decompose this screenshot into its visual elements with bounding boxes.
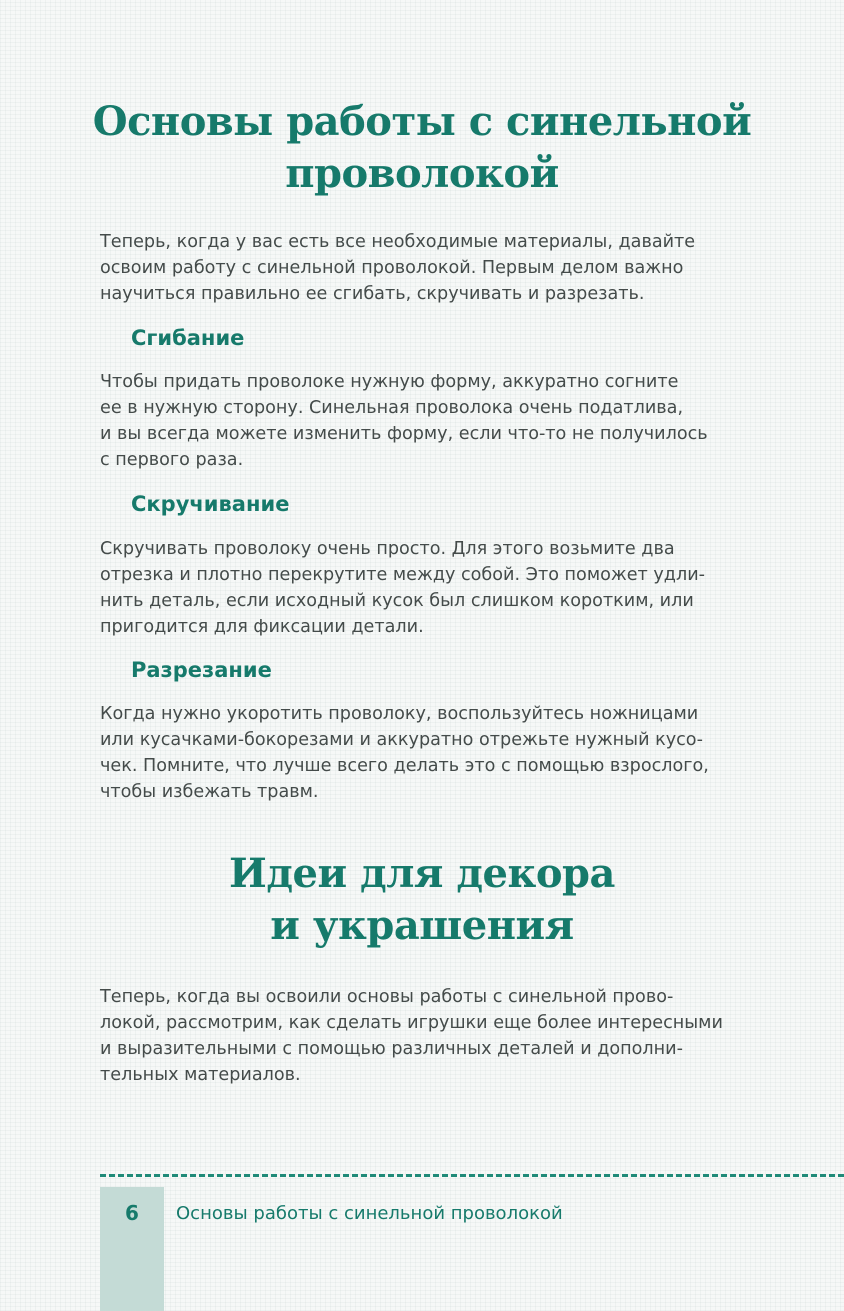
subheading-cutting: Разрезание	[131, 658, 272, 682]
text-line: тельных материалов.	[100, 1065, 301, 1085]
text-line: освоим работу с синельной проволокой. Первым делом важно	[100, 258, 684, 278]
subheading-twisting: Скручивание	[131, 492, 290, 516]
text-line: локой, рассмотрим, как сделать игрушки еще более интересными	[100, 1013, 723, 1033]
text-line: чек. Помните, что лучше всего делать это с помощью взрослого,	[100, 756, 709, 776]
text-line: научиться правильно ее сгибать, скручивать и разрезать.	[100, 284, 645, 304]
page-number: 6	[125, 1201, 139, 1225]
page-number-tab	[100, 1187, 164, 1311]
bending-paragraph	[100, 369, 740, 473]
decor-paragraph	[100, 984, 740, 1088]
text-line: чтобы избежать травм.	[100, 782, 319, 802]
text-line: Теперь, когда вы освоили основы работы с синельной прово-	[100, 987, 674, 1007]
text-line: Когда нужно укоротить проволоку, воспользуйтесь ножницами	[100, 704, 699, 724]
text-line: пригодится для фиксации детали.	[100, 617, 424, 637]
text-line: или кусачками-бокорезами и аккуратно отрежьте нужный кусо-	[100, 730, 703, 750]
text-line: и вы всегда можете изменить форму, если что-то не получилось	[100, 424, 708, 444]
text-line: и выразительными с помощью различных деталей и дополни-	[100, 1039, 683, 1059]
intro-paragraph	[100, 229, 740, 307]
text-line: Скручивать проволоку очень просто. Для этого возьмите два	[100, 539, 675, 559]
title-line: Идеи для декора	[229, 850, 615, 897]
text-line: Теперь, когда у вас есть все необходимые материалы, давайте	[100, 232, 696, 252]
subheading-bending: Сгибание	[131, 326, 245, 350]
section-title-basics	[0, 96, 844, 200]
running-title: Основы работы с синельной проволокой	[176, 1203, 563, 1224]
title-line: и украшения	[270, 902, 574, 949]
footer-divider	[100, 1174, 844, 1177]
text-line: нить деталь, если исходный кусок был слишком коротким, или	[100, 591, 694, 611]
text-line: отрезка и плотно перекрутите между собой. Это поможет удли-	[100, 565, 705, 585]
cutting-paragraph	[100, 701, 740, 805]
text-line: Чтобы придать проволоке нужную форму, аккуратно согните	[100, 372, 679, 392]
text-line: ее в нужную сторону. Синельная проволока очень податлива,	[100, 398, 684, 418]
title-line: Основы работы с синельной	[92, 98, 752, 145]
twisting-paragraph	[100, 536, 740, 640]
section-title-decor	[0, 848, 844, 952]
title-line: проволокой	[285, 150, 559, 197]
text-line: с первого раза.	[100, 450, 244, 470]
